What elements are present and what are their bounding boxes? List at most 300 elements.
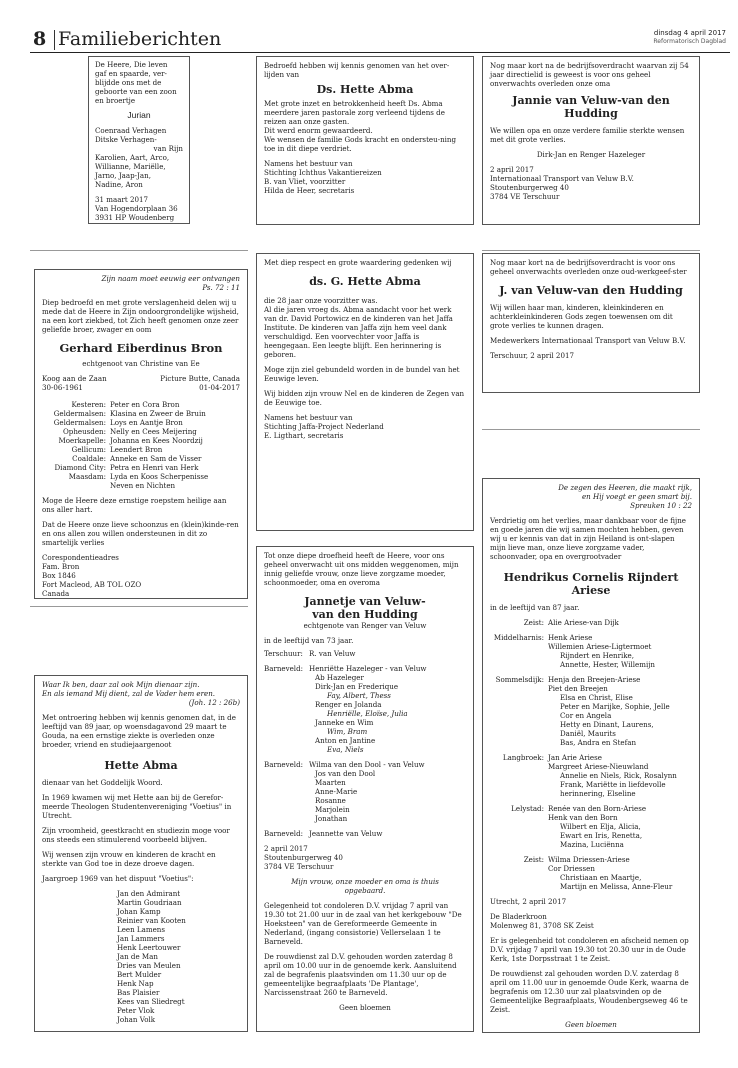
family-row xyxy=(264,745,426,754)
parent-name: Ditske Verhagen- xyxy=(95,134,157,144)
member-name: Bas Plaisier xyxy=(117,988,160,998)
sibling-names: Nadine, Aron xyxy=(95,179,143,189)
family-row xyxy=(264,778,426,787)
family-member: Eva, Niels xyxy=(327,745,364,755)
family-member: Alie Ariese-van Dijk xyxy=(548,618,619,628)
family-member: Elsa en Christ, Elise xyxy=(560,693,633,703)
family-row xyxy=(264,823,426,838)
student-quote xyxy=(42,680,240,698)
bron-quote-ref: Ps. 72 : 11 xyxy=(202,283,240,292)
ichthus-deceased-name: Ds. Hette Abma xyxy=(316,83,414,96)
family-row xyxy=(264,805,426,814)
family-place xyxy=(490,729,548,738)
family-row xyxy=(490,849,677,864)
birth-intro-line: De Heere, Die leven xyxy=(95,60,168,69)
family-member: Frank, Mariëtte in liefdevolle xyxy=(560,780,666,790)
jaffa-body4: Wij bidden zijn vrouw Nel en de kinderen de Zegen van de Eeuwige toe. xyxy=(264,389,465,408)
transport2-body: Wij willen haar man, kinderen, kleinkinderen en achterkleinkinderen Gods zegen toewensen om dit grote verlies te kunnen dragen. xyxy=(490,303,673,331)
family-row xyxy=(264,736,426,745)
member-name: Bert Mulder xyxy=(117,970,162,980)
student-obituary xyxy=(34,675,248,1032)
family-row xyxy=(490,747,677,762)
column-rule xyxy=(30,250,248,251)
member-name: Jan Lammers xyxy=(117,934,165,944)
relative-row xyxy=(42,463,208,472)
transport1-signature: Dirk-Jan en Renger Hazeleger xyxy=(536,150,646,160)
address-line: Stoutenburgerweg 40 xyxy=(490,183,569,193)
bron-body2: Dat de Heere onze lieve schoonzus en (klein)kinde-ren en ons allen zou willen ondersteunen in dit zo smartelijk verlies xyxy=(42,519,239,547)
family-row xyxy=(264,709,426,718)
relative-row xyxy=(42,409,208,418)
family-place xyxy=(490,882,548,891)
relative-row xyxy=(42,400,208,409)
jannetje-obituary xyxy=(256,546,474,1032)
family-place: Zeist: xyxy=(523,618,544,628)
relative-place xyxy=(42,481,110,490)
jaffa-signature xyxy=(264,413,466,440)
birth-intro-line: gaf en spaarde, ver- xyxy=(95,69,167,78)
family-row xyxy=(490,684,677,693)
family-place xyxy=(490,711,548,720)
family-place xyxy=(490,873,548,882)
address-line: Molenweg 81, 3708 SK Zeist xyxy=(490,921,594,931)
ariese-age: in de leeftijd van 87 jaar. xyxy=(490,603,580,613)
family-place xyxy=(490,702,548,711)
family-row xyxy=(490,762,677,771)
student-intro: Met ontroering hebben wij kennis genomen dat, in de leeftijd van 89 jaar, op woensdagavond 29 maart te Gouda, na een ernstige ziekte is overleden onze broeder, vriend en studiejaargenoot xyxy=(42,713,236,749)
family-row xyxy=(264,691,426,700)
family-member: Wilma van den Dool - van Veluw xyxy=(309,760,425,770)
member-name: Johan Kamp xyxy=(117,907,161,917)
relative-names: Neven en Nichten xyxy=(110,480,176,490)
family-row xyxy=(264,718,426,727)
member-name: Johan Volk xyxy=(117,1015,156,1025)
family-row xyxy=(490,864,677,873)
member-name: Henk Nap xyxy=(117,979,154,989)
ichthus-notice xyxy=(256,56,474,225)
address-line: 3784 VE Terschuur xyxy=(264,862,334,872)
family-member: Dirk-Jan en Frederique xyxy=(315,682,399,692)
address-line: De Bladerkroon xyxy=(490,912,547,922)
family-row xyxy=(264,649,426,658)
signature-line: B. van Vliet, voorzitter xyxy=(264,177,346,187)
column-rule xyxy=(482,250,700,251)
jannetje-date: 2 april 2017 xyxy=(264,844,308,854)
family-row xyxy=(264,700,426,709)
relative-place: Geldermalsen: xyxy=(53,417,106,427)
bron-intro: Diep bedroefd en met grote verslagenheid delen wij u mede dat de Heere in Zijn ondoorgrondelijke wijsheid, na een kort ziekbed, tot Zich heeft genomen onze zeer geliefde broer, zwager en oom xyxy=(42,298,239,334)
jaffa-intro: Met diep respect en grote waardering gedenken wij xyxy=(264,258,452,267)
column-rule xyxy=(30,606,248,607)
bron-born-place: Koog aan de Zaan xyxy=(42,373,107,383)
family-row xyxy=(264,814,426,823)
parent-name: Coenraad Verhagen xyxy=(95,125,167,135)
jannetje-intro: Tot onze diepe droefheid heeft de Heere, voor ons geheel onverwacht uit ons midden weggenomen, mijn innig geliefde vrouw, onze lieve zorgzame moeder, schoonmoeder, oma en overoma xyxy=(264,551,459,587)
transport1-date: 2 april 2017 xyxy=(490,165,534,175)
sibling-names: Jarno, Jaap-Jan, xyxy=(95,170,151,180)
family-place xyxy=(490,864,548,873)
family-row xyxy=(264,787,426,796)
member-name: Henk Leertouwer xyxy=(117,943,181,953)
relative-names: Klasina en Zweer de Bruin xyxy=(110,408,206,418)
jaffa-body3: Moge zijn ziel gebundeld worden in de bundel van het Eeuwige leven. xyxy=(264,365,460,384)
ichthus-intro: Bedroefd hebben wij kennis genomen van het over-lijden van xyxy=(264,61,450,79)
correspondence-line: Fam. Bron xyxy=(42,561,80,571)
family-row xyxy=(264,727,426,736)
family-member: Renger en Jolanda xyxy=(315,700,382,710)
student-body3: Wij wensen zijn vrouw en kinderen de kracht en sterkte van God toe in deze droeve dagen. xyxy=(42,850,216,869)
family-member: Renée van den Born-Ariese xyxy=(548,804,647,814)
relative-names: Johanna en Kees Noordzij xyxy=(110,435,203,445)
family-place xyxy=(490,813,548,822)
family-row xyxy=(490,813,677,822)
member-name: Reinier van Kooten xyxy=(117,916,186,926)
family-member: Piet den Breejen xyxy=(548,684,608,694)
family-member: Henriëlle, Eloïse, Julia xyxy=(327,709,408,719)
family-member: Anne-Marie xyxy=(315,787,358,797)
signature-line: Stichting Jaffa-Project Nederland xyxy=(264,422,384,432)
masthead-divider xyxy=(54,30,55,50)
student-body4: Jaargroep 1969 van het dispuut "Voetius": xyxy=(42,874,194,884)
birth-intro-line: en broertje xyxy=(95,96,136,105)
correspondence-line: Corespondentieadres xyxy=(42,552,119,562)
family-member: Mazina, Luciënna xyxy=(560,840,624,850)
ariese-quote xyxy=(490,483,692,501)
member-name: Leen Lamens xyxy=(117,925,166,935)
relative-place: Maasdam: xyxy=(68,471,106,481)
transport2-deceased-name: J. van Veluw-van den Hudding xyxy=(499,284,683,297)
family-place: Lelystad: xyxy=(511,804,544,814)
member-name: Peter Vlok xyxy=(117,1006,155,1016)
family-place xyxy=(264,736,309,745)
family-row xyxy=(490,669,677,684)
jaffa-body: die 28 jaar onze voorzitter was. xyxy=(264,296,378,306)
section-title: Familieberichten xyxy=(58,28,222,50)
family-row xyxy=(490,840,677,849)
ichthus-signature xyxy=(264,159,466,195)
family-place xyxy=(264,718,309,727)
family-member: Fay, Albert, Thess xyxy=(327,691,391,701)
family-member: Margreet Ariese-Nieuwland xyxy=(548,762,649,772)
family-member: herinnering, Elseline xyxy=(560,789,636,799)
jaffa-deceased-name: ds. G. Hette Abma xyxy=(309,275,421,288)
family-row xyxy=(264,796,426,805)
family-row xyxy=(264,769,426,778)
birth-date: 31 maart 2017 xyxy=(95,194,149,204)
family-place xyxy=(264,727,309,736)
family-row xyxy=(490,660,677,669)
family-row xyxy=(490,831,677,840)
family-member: Annette, Hester, Willemijn xyxy=(560,660,655,670)
birth-intro-line: blijdde ons met de xyxy=(95,78,162,87)
family-place xyxy=(490,693,548,702)
family-place: Middelharnis: xyxy=(493,633,544,643)
family-member: R. van Veluw xyxy=(309,649,356,659)
member-name: Kees van Sliedregt xyxy=(117,997,185,1007)
jannetje-age: in de leeftijd van 73 jaar. xyxy=(264,636,354,646)
family-member: Bas, Andra en Stefan xyxy=(560,738,637,748)
transport-notice-2 xyxy=(482,253,700,393)
bron-died-date: 01-04-2017 xyxy=(199,382,240,392)
relative-row xyxy=(42,418,208,427)
quote-line: en Hij voegt er geen smart bij. xyxy=(581,492,692,501)
correspondence-line: Canada xyxy=(42,588,70,598)
student-quote-ref: (Joh. 12 : 26b) xyxy=(188,698,240,707)
family-row xyxy=(490,720,677,729)
issue-date: dinsdag 4 april 2017 xyxy=(653,29,726,37)
jannetje-body: Gelegenheid tot condoleren D.V. vrijdag 7 april van 19.30 tot 21.00 uur in de zaal van het kerkgebouw "De Hoeksteen" van de Gereformeerde Gemeente in Nederland, (ingang consistorie) Vellerselaan 1 te Barneveld. xyxy=(264,901,462,947)
family-member: Marjolein xyxy=(315,805,350,815)
transport2-signature: Medewerkers Internationaal Transport van Veluw B.V. xyxy=(490,336,686,346)
transport2-intro: Nog maar kort na de bedrijfsoverdracht is voor ons geheel onverwachts overleden onze oud-werkgeef-ster xyxy=(490,258,687,276)
ariese-obituary xyxy=(482,478,700,1033)
bron-body: Moge de Heere deze ernstige roepstem heilige aan ons aller hart. xyxy=(42,495,227,514)
family-place: Sommelsdijk: xyxy=(495,675,544,685)
family-place xyxy=(264,682,309,691)
family-row xyxy=(490,873,677,882)
relative-names: Loys en Aantje Bron xyxy=(110,417,183,427)
student-deceased-name: Hette Abma xyxy=(104,759,178,772)
family-member: Annelie en Niels, Rick, Rosalynn xyxy=(560,771,677,781)
family-place xyxy=(264,709,309,718)
child-name: Jurian xyxy=(127,110,151,120)
member-name: Jan den Admirant xyxy=(117,889,181,899)
family-member: Cor Driessen xyxy=(548,864,595,874)
student-body: In 1969 kwamen wij met Hette aan bij de Gerefor-meerde Theologen Studentenvereniging "Voetius" in Utrecht. xyxy=(42,793,232,821)
family-place xyxy=(264,796,309,805)
student-members xyxy=(42,889,240,1024)
family-member: Anton en Jantine xyxy=(315,736,376,746)
bron-deceased-name: Gerhard Eiberdinus Bron xyxy=(59,341,223,355)
relative-row xyxy=(42,454,208,463)
birth-intro xyxy=(95,60,183,105)
family-row xyxy=(490,642,677,651)
member-name: Jan de Man xyxy=(117,952,158,962)
student-subtitle: dienaar van het Goddelijk Woord. xyxy=(42,778,163,788)
ariese-body2: De rouwdienst zal gehouden worden D.V. zaterdag 8 april om 11.00 uur in genoemde Oude Kerk, waarna de begrafenis om 12.30 uur zal plaatsvinden op de Gemeentelijke Begraafplaats, Woudenbergseweg 46 te Zeist. xyxy=(490,969,689,1015)
ariese-family xyxy=(490,618,677,891)
transport1-intro: Nog maar kort na de bedrijfsoverdracht waarvan zij 54 jaar directielid is geweest is voor ons geheel onverwachts overleden onze oma xyxy=(490,61,689,88)
family-place xyxy=(264,673,309,682)
ariese-intro: Verdrietig om het verlies, maar dankbaar voor de fijne en goede jaren die wij samen mochten hebben, geven wij u er kennis van dat in zijn Heiland is ont-slapen mijn lieve man, onze lieve zorgzame vader, schoonvader, opa en overgrootvader xyxy=(490,516,686,561)
signature-line: E. Ligthart, secretaris xyxy=(264,431,344,441)
transport1-address xyxy=(490,174,692,201)
correspondence-line: Box 1846 xyxy=(42,570,76,580)
family-row xyxy=(490,789,677,798)
family-member: Wilma Driessen-Ariese xyxy=(548,855,630,865)
family-row xyxy=(490,651,677,660)
ariese-closing: Geen bloemen xyxy=(565,1020,617,1030)
transport-notice-1 xyxy=(482,56,700,225)
family-place xyxy=(264,814,309,823)
ichthus-body: Met grote inzet en betrokkenheid heeft Ds. Abma meerdere jaren pastorale zorg verleend tijdens de reizen aan onze gasten. xyxy=(264,99,445,127)
family-member: Rosanne xyxy=(315,796,346,806)
header-rule xyxy=(30,52,730,53)
relative-names: Petra en Henri van Herk xyxy=(110,462,199,472)
family-row xyxy=(490,702,677,711)
family-place xyxy=(490,651,548,660)
family-member: Wim, Bram xyxy=(327,727,368,737)
family-row xyxy=(490,780,677,789)
relative-place: Geldermalsen: xyxy=(53,408,106,418)
family-row xyxy=(264,658,426,673)
signature-line: Hilda de Heer, secretaris xyxy=(264,186,355,196)
family-member: Jeannette van Veluw xyxy=(309,829,383,839)
family-row xyxy=(490,738,677,747)
family-member: Henja den Breejen-Ariese xyxy=(548,675,641,685)
family-row xyxy=(264,754,426,769)
family-place: Zeist: xyxy=(523,855,544,865)
family-member: Wilbert en Elja, Alicia, xyxy=(560,822,641,832)
relative-names: Leendert Bron xyxy=(110,444,163,454)
relative-row xyxy=(42,445,208,454)
family-place xyxy=(264,787,309,796)
signature-line: Namens het bestuur van xyxy=(264,159,353,169)
page-number: 8 xyxy=(33,28,47,50)
family-row xyxy=(264,673,426,682)
address-line: Internationaal Transport van Veluw B.V. xyxy=(490,174,634,184)
family-place xyxy=(490,642,548,651)
address-line: 3784 VE Terschuur xyxy=(490,192,560,202)
birth-announcement xyxy=(88,56,190,224)
family-member: Daniël, Maurits xyxy=(560,729,616,739)
family-row xyxy=(490,771,677,780)
family-place xyxy=(490,684,548,693)
family-place xyxy=(264,745,309,754)
family-place xyxy=(490,831,548,840)
family-place: Terschuur: xyxy=(264,649,303,659)
note-line: Mijn vrouw, onze moeder en oma is thuis xyxy=(291,877,439,887)
family-member: Henk van den Born xyxy=(548,813,618,823)
relative-place: Moerkapelle: xyxy=(58,435,106,445)
family-row xyxy=(490,693,677,702)
relative-names: Peter en Cora Bron xyxy=(110,399,180,409)
family-member: Ab Hazeleger xyxy=(315,673,364,683)
family-member: Janneke en Wim xyxy=(315,718,374,728)
sibling-names: Willianne, Mariëlle, xyxy=(95,161,166,171)
family-place xyxy=(264,778,309,787)
family-member: Henk Ariese xyxy=(548,633,593,643)
relative-names: Nelly en Cees Meijering xyxy=(110,426,197,436)
relative-place: Kesteren: xyxy=(71,399,106,409)
ariese-address xyxy=(490,912,692,930)
ariese-body: Er is gelegenheid tot condoleren en afscheid nemen op D.V. vrijdag 7 april van 19.30 tot 20.30 uur in de Oude Kerk, 1ste Dorpsstraat 1 te Zeist. xyxy=(490,936,689,964)
jannetje-name-line2: van den Hudding xyxy=(312,608,418,622)
family-place xyxy=(264,805,309,814)
address-line: Van Hogendorplaan 36 xyxy=(95,203,178,213)
ichthus-body2: Dit werd enorm gewaardeerd. xyxy=(264,126,373,136)
family-member: Maarten xyxy=(315,778,346,788)
family-member: Henriëtte Hazeleger - van Veluw xyxy=(309,664,427,674)
family-member: Rijndert en Henrike, xyxy=(560,651,634,661)
ariese-date: Utrecht, 2 april 2017 xyxy=(490,897,567,907)
bron-correspondence xyxy=(42,553,240,598)
relative-names: Lyda en Koos Scherpenisse xyxy=(110,471,209,481)
transport1-body: We willen opa en onze verdere familie sterkte wensen met dit grote verlies. xyxy=(490,126,685,145)
family-member: Peter en Marijke, Sophie, Jelle xyxy=(560,702,670,712)
family-row xyxy=(490,711,677,720)
jannetje-address xyxy=(264,853,466,871)
column-rule xyxy=(482,429,700,430)
ariese-quote-ref: Spreuken 10 : 22 xyxy=(630,501,692,510)
family-place xyxy=(264,691,309,700)
relative-row xyxy=(42,472,208,481)
family-member: Cor en Angela xyxy=(560,711,612,721)
birth-intro-line: geboorte van een zoon xyxy=(95,87,177,96)
family-place xyxy=(264,769,309,778)
family-place xyxy=(490,738,548,747)
jannetje-spouse: echtgenote van Renger van Veluw xyxy=(303,621,427,631)
family-place xyxy=(490,822,548,831)
jaffa-notice xyxy=(256,253,474,531)
family-row xyxy=(490,618,677,627)
relative-place: Diamond City: xyxy=(54,462,106,472)
family-row xyxy=(490,729,677,738)
transport2-date: Terschuur, 2 april 2017 xyxy=(490,351,574,361)
family-row xyxy=(490,822,677,831)
ariese-deceased-name: Hendrikus Cornelis Rijndert Ariese xyxy=(503,571,679,598)
signature-line: Namens het bestuur van xyxy=(264,413,353,423)
transport1-deceased-name: Jannie van Veluw-van den Hudding xyxy=(512,94,670,121)
family-place: Langbroek: xyxy=(502,753,544,763)
family-place: Barneveld: xyxy=(264,664,304,674)
address-line: Stoutenburgerweg 40 xyxy=(264,853,343,863)
family-place xyxy=(490,789,548,798)
relative-names: Anneke en Sam de Visser xyxy=(110,453,202,463)
jannetje-name-line1: Jannetje van Veluw- xyxy=(304,595,426,608)
family-row xyxy=(490,627,677,642)
jannetje-family xyxy=(264,649,426,838)
member-name: Dries van Meulen xyxy=(117,961,181,971)
family-member: Ewart en Iris, Renetta, xyxy=(560,831,643,841)
birth-siblings xyxy=(95,153,183,189)
family-row xyxy=(490,882,677,891)
relative-row xyxy=(42,481,208,490)
bron-quote: Zijn naam moet eeuwig eer ontvangen xyxy=(101,274,240,283)
bron-died-place: Picture Butte, Canada xyxy=(160,373,240,383)
relative-place: Opheusden: xyxy=(62,426,106,436)
jannetje-closing: Geen bloemen xyxy=(339,1003,391,1013)
family-member: Hetty en Dinant, Laurens, xyxy=(560,720,654,730)
quote-line: En als iemand Mij dient, zal de Vader hem eren. xyxy=(42,689,216,698)
family-member: Martijn en Melissa, Anne-Fleur xyxy=(560,882,673,892)
parents-suffix: van Rijn xyxy=(153,143,183,153)
family-place xyxy=(490,771,548,780)
family-row xyxy=(490,798,677,813)
family-member: Jos van den Dool xyxy=(315,769,376,779)
relative-row xyxy=(42,427,208,436)
note-line: opgebaard. xyxy=(344,886,386,896)
family-place: Barneveld: xyxy=(264,829,304,839)
family-member: Willemien Ariese-Ligtermoet xyxy=(548,642,652,652)
bron-born-date: 30-06-1961 xyxy=(42,382,83,392)
family-place xyxy=(490,762,548,771)
sibling-names: Karolien, Aart, Arco, xyxy=(95,152,170,162)
jannetje-body2: De rouwdienst zal D.V. gehouden worden zaterdag 8 april om 10.00 uur in de genoemde kerk. Aansluitend zal de begrafenis plaatsvinden om 11.30 uur op de gemeentelijke begraafplaats 'De Plantage', Narcissenstraat 260 te Barneveld. xyxy=(264,952,457,998)
member-name: Martin Goudriaan xyxy=(117,898,182,908)
family-place xyxy=(490,780,548,789)
family-row xyxy=(264,682,426,691)
relative-place: Coaldale: xyxy=(72,453,106,463)
family-place: Barneveld: xyxy=(264,760,304,770)
family-member: Jonathan xyxy=(315,814,348,824)
signature-line: Stichting Ichthus Vakantiereizen xyxy=(264,168,382,178)
newspaper-name: Reformatorisch Dagblad xyxy=(653,38,726,45)
quote-line: De zegen des Heeren, die maakt rijk, xyxy=(558,483,692,492)
jaffa-body2: Al die jaren vroeg ds. Abma aandacht voor het werk van dr. David Portowicz en de kinderen van het Jaffa Institute. De kinderen van Jaffa zijn hem veel dank verschuldigd. Een voorvechter voor Jaffa is heengegaan. Een leegte blijft. Een herinnering is geboren. xyxy=(264,305,453,360)
birth-parents xyxy=(95,126,183,144)
bron-obituary xyxy=(34,269,248,599)
